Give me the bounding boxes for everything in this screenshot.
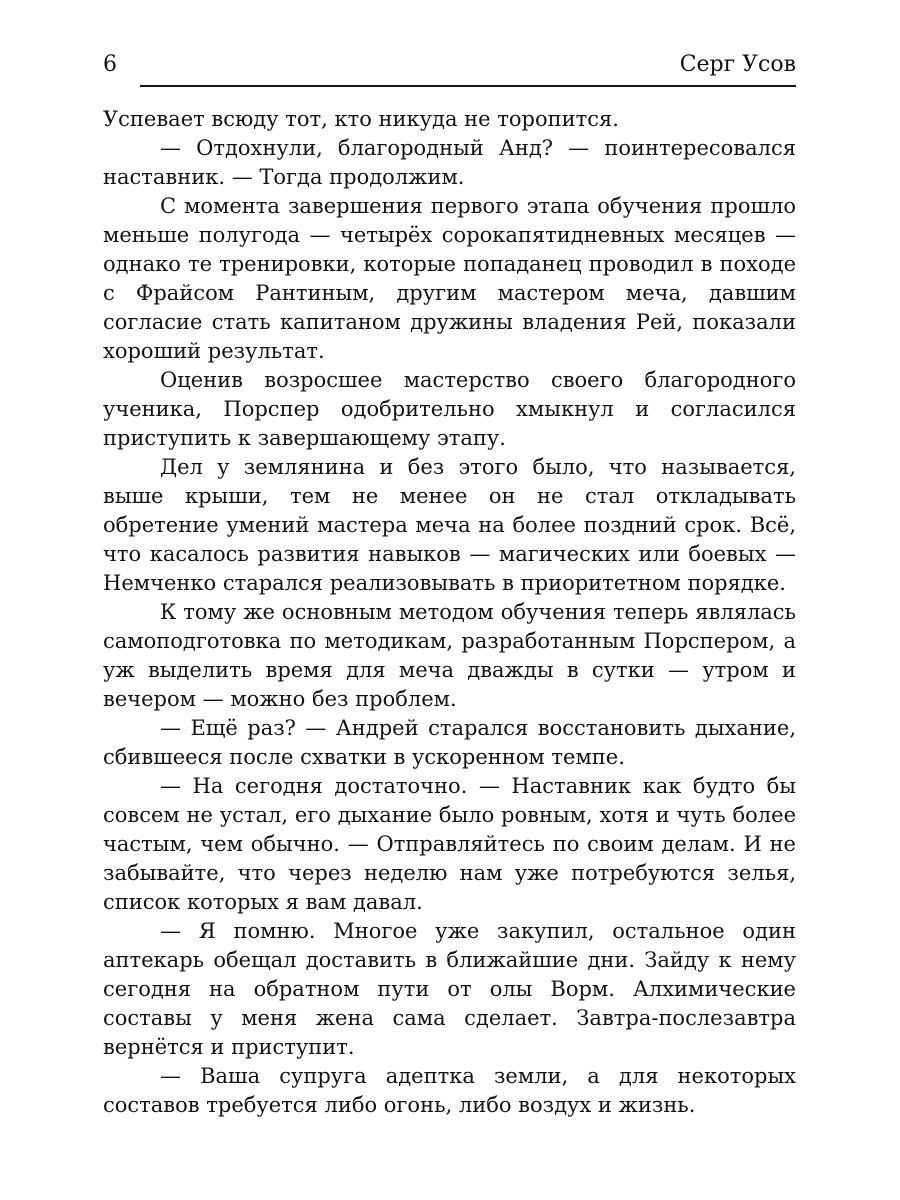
- paragraph: — Ещё раз? — Андрей старался восстановить дыхание, сбившееся после схватки в ускоренном темпе.: [103, 716, 796, 769]
- paragraph: — Я помню. Многое уже закупил, остальное один аптекарь обещал доставить в ближайшие дни. Зайду к нему сегодня на обратном пути от олы Ворм. Алхимические составы у меня жена сама сделает. Завтра-послезавтра вернётся и приступит.: [103, 919, 796, 1059]
- paragraph: С момента завершения первого этапа обучения прошло меньше полугода — четырёх сорокапятидневных месяцев — однако те тренировки, которые попаданец проводил в походе с Фрайсом Рантиным, другим мастером меча, давшим согласие стать капитаном дружины владения Рей, показали хороший результат.: [103, 194, 796, 363]
- page-content: [103, 52, 796, 1120]
- page-number: 6: [103, 52, 117, 77]
- header-rule: [140, 85, 796, 87]
- paragraph: К тому же основным методом обучения теперь являлась самоподготовка по методикам, разработанным Порспером, а уж выделить время для меча дважды в сутки — утром и вечером — можно без проблем.: [103, 600, 796, 711]
- paragraph: Дел у землянина и без этого было, что называется, выше крыши, тем не менее он не стал откладывать обретение умений мастера меча на более поздний срок. Всё, что касалось развития навыков — магических или боевых — Немченко старался реализовывать в приоритетном порядке.: [103, 455, 796, 595]
- paragraph: — Ваша супруга адептка земли, а для некоторых составов требуется либо огонь, либо воздух и жизнь.: [103, 1064, 796, 1117]
- running-title-author: Серг Усов: [679, 52, 796, 77]
- paragraph: Оценив возросшее мастерство своего благородного ученика, Порспер одобрительно хмыкнул и согласился приступить к завершающему этапу.: [103, 368, 796, 450]
- paragraph: — Отдохнули, благородный Анд? — поинтересовался наставник. — Тогда продолжим.: [103, 136, 796, 189]
- running-head: [103, 52, 796, 78]
- body-text: [103, 105, 796, 1120]
- paragraph: Успевает всюду тот, кто никуда не торопится.: [103, 107, 619, 131]
- paragraph: — На сегодня достаточно. — Наставник как будто бы совсем не устал, его дыхание было ровным, хотя и чуть более частым, чем обычно. — Отправляйтесь по своим делам. И не забывайте, что через неделю нам уже потребуются зелья, список которых я вам давал.: [103, 774, 796, 914]
